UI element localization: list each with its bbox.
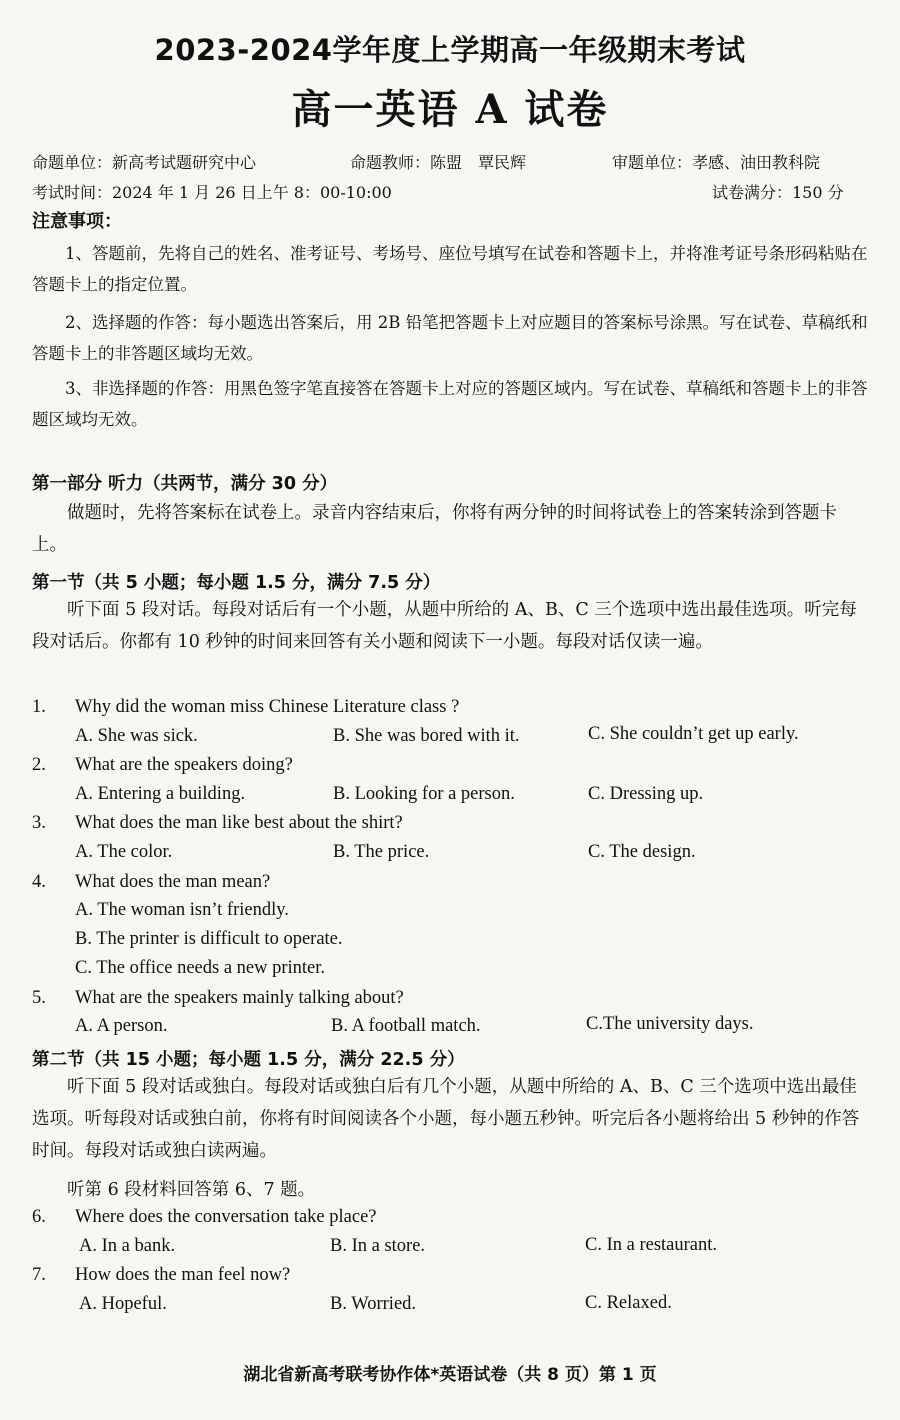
q6-option-b: B. In a store.	[330, 1236, 426, 1256]
question-stem: What are the speakers doing?	[75, 755, 293, 775]
q4-option-a: A. The woman isn’t friendly.	[75, 900, 289, 920]
meta-org: 命题单位：新高考试题研究中心	[32, 153, 257, 172]
q3-option-c: C. The design.	[588, 842, 696, 862]
section2-heading: 第二节（共 15 小题；每小题 1.5 分，满分 22.5 分）	[32, 1050, 465, 1070]
meta-time: 考试时间：2024 年 1 月 26 日上午 8：00-10:00	[32, 183, 392, 202]
question-number: 5.	[32, 988, 46, 1008]
question-stem: What are the speakers mainly talking about?	[75, 988, 404, 1008]
q3-option-b: B. The price.	[333, 842, 430, 862]
section1-heading: 第一节（共 5 小题；每小题 1.5 分，满分 7.5 分）	[32, 573, 441, 593]
question-stem: How does the man feel now?	[75, 1265, 291, 1285]
question-number: 1.	[32, 697, 46, 717]
question-stem: Where does the conversation take place?	[75, 1207, 377, 1227]
q3-option-a: A. The color.	[75, 842, 173, 862]
q7-option-b: B. Worried.	[330, 1294, 417, 1314]
section2-instruction: 听下面 5 段对话或独白。每段对话或独白后有几个小题，从题中所给的 A、B、C 三个选项中选出最佳选项。听每段对话或独白前，你将有时间阅读各个小题，每小题五秒钟。听完后各小题将给出 5 秒钟的作答时间。每段对话或独白读两遍。	[32, 1077, 860, 1161]
exam-title: 2023-2024学年度上学期高一年级期末考试	[154, 33, 746, 67]
q1-option-c: C. She couldn’t get up early.	[588, 724, 799, 744]
material-note: 听第 6 段材料回答第 6、7 题。	[67, 1180, 316, 1200]
q1-option-b: B. She was bored with it.	[333, 726, 520, 746]
part1-heading: 第一部分 听力（共两节，满分 30 分）	[32, 474, 338, 494]
part1-instruction: 做题时，先将答案标在试卷上。录音内容结束后，你将有两分钟的时间将试卷上的答案转涂到答题卡上。	[32, 503, 837, 555]
question-number: 2.	[32, 755, 46, 775]
question-number: 3.	[32, 813, 46, 833]
q2-option-a: A. Entering a building.	[75, 784, 246, 804]
question-number: 7.	[32, 1265, 46, 1285]
exam-subtitle: 高一英语 A 试卷	[291, 86, 609, 133]
question-stem: Why did the woman miss Chinese Literature class ?	[75, 697, 460, 717]
meta-teachers: 命题教师：陈盟 覃民辉	[350, 153, 527, 172]
q5-option-c: C.The university days.	[586, 1014, 754, 1034]
q2-option-b: B. Looking for a person.	[333, 784, 515, 804]
notice-heading: 注意事项：	[32, 211, 122, 232]
q7-option-a: A. Hopeful.	[79, 1294, 167, 1314]
notice-item-1: 1、答题前，先将自己的姓名、准考证号、考场号、座位号填写在试卷和答题卡上，并将准考证号条形码粘贴在答题卡上的指定位置。	[32, 244, 868, 294]
meta-reviewer: 审题单位：孝感、油田教科院	[612, 153, 821, 172]
page-footer: 湖北省新高考联考协作体*英语试卷（共 8 页）第 1 页	[243, 1365, 657, 1385]
q4-option-c: C. The office needs a new printer.	[75, 958, 326, 978]
q1-option-a: A. She was sick.	[75, 726, 198, 746]
q7-option-c: C. Relaxed.	[585, 1293, 672, 1313]
meta-score: 试卷满分：150 分	[712, 183, 844, 202]
section1-instruction: 听下面 5 段对话。每段对话后有一个小题，从题中所给的 A、B、C 三个选项中选出最佳选项。听完每段对话后。你都有 10 秒钟的时间来回答有关小题和阅读下一小题。每段对话仅读一遍。	[32, 600, 857, 652]
question-number: 6.	[32, 1207, 46, 1227]
question-stem: What does the man like best about the shirt?	[75, 813, 403, 833]
q6-option-a: A. In a bank.	[79, 1236, 176, 1256]
notice-item-2: 2、选择题的作答：每小题选出答案后，用 2B 铅笔把答题卡上对应题目的答案标号涂黑。写在试卷、草稿纸和答题卡上的非答题区域均无效。	[32, 313, 868, 363]
question-number: 4.	[32, 872, 46, 892]
q6-option-c: C. In a restaurant.	[585, 1235, 718, 1255]
notice-item-3: 3、非选择题的作答：用黑色签字笔直接答在答题卡上对应的答题区域内。写在试卷、草稿纸和答题卡上的非答题区域均无效。	[32, 379, 868, 429]
question-stem: What does the man mean?	[75, 872, 271, 892]
q5-option-b: B. A football match.	[331, 1016, 481, 1036]
q2-option-c: C. Dressing up.	[588, 784, 704, 804]
q5-option-a: A. A person.	[75, 1016, 168, 1036]
q4-option-b: B. The printer is difficult to operate.	[75, 929, 343, 949]
